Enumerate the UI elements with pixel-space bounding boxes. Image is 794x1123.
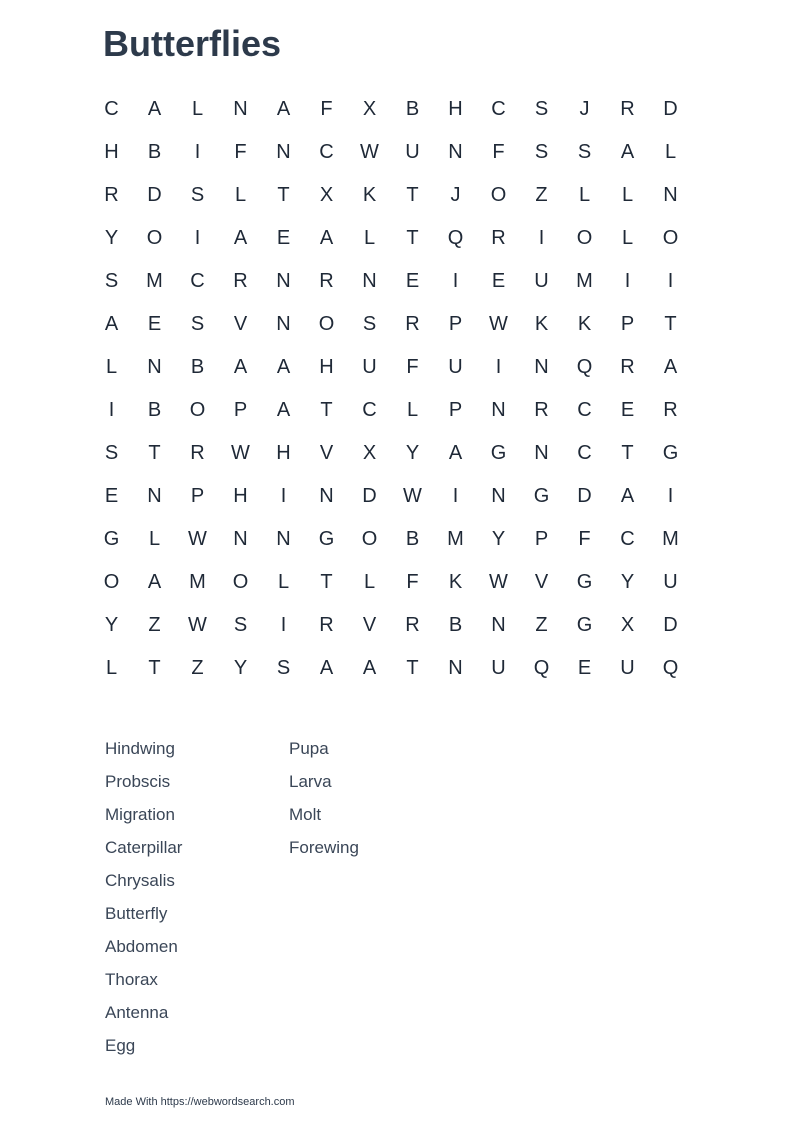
grid-letter: J bbox=[450, 184, 461, 206]
word-list-item: Migration bbox=[105, 805, 175, 824]
grid-letter: T bbox=[664, 313, 677, 335]
grid-letter: L bbox=[105, 356, 118, 378]
word-list-item: Chrysalis bbox=[105, 871, 175, 890]
grid-letter: X bbox=[319, 184, 334, 206]
grid-letter: B bbox=[147, 141, 162, 163]
page-title: Butterflies bbox=[103, 23, 282, 64]
grid-letter: N bbox=[491, 399, 506, 421]
grid-letter: F bbox=[406, 571, 419, 593]
grid-letter: T bbox=[320, 399, 333, 421]
grid-letter: Y bbox=[104, 614, 119, 636]
grid-letter: W bbox=[360, 141, 379, 163]
grid-letter: M bbox=[576, 270, 593, 292]
grid-letter: I bbox=[108, 399, 115, 421]
grid-letter: S bbox=[362, 313, 377, 335]
grid-letter: U bbox=[620, 657, 635, 679]
grid-letter: I bbox=[452, 270, 459, 292]
letter-grid bbox=[90, 88, 692, 690]
grid-letter: N bbox=[147, 485, 162, 507]
grid-letter: P bbox=[190, 485, 205, 507]
grid-letter: U bbox=[405, 141, 420, 163]
grid-letter: M bbox=[189, 571, 206, 593]
grid-letter: A bbox=[319, 657, 334, 679]
grid-letter: W bbox=[489, 571, 508, 593]
grid-letter: A bbox=[276, 98, 291, 120]
grid-letter: Q bbox=[662, 657, 679, 679]
grid-letter: A bbox=[233, 227, 248, 249]
grid-letter: R bbox=[104, 184, 119, 206]
word-list bbox=[105, 734, 473, 1064]
grid-letter: G bbox=[576, 571, 593, 593]
grid-letter: T bbox=[406, 657, 419, 679]
grid-letter: E bbox=[620, 399, 635, 421]
grid-letter: S bbox=[190, 184, 205, 206]
grid-letter: C bbox=[190, 270, 205, 292]
grid-letter: A bbox=[620, 141, 635, 163]
grid-letter: T bbox=[277, 184, 290, 206]
grid-letter: R bbox=[534, 399, 549, 421]
grid-letter: T bbox=[406, 184, 419, 206]
grid-letter: E bbox=[276, 227, 291, 249]
grid-letter: N bbox=[448, 657, 463, 679]
grid-letter: F bbox=[320, 98, 333, 120]
grid-letter: S bbox=[534, 141, 549, 163]
grid-letter: E bbox=[577, 657, 592, 679]
grid-letter: A bbox=[319, 227, 334, 249]
grid-letter: F bbox=[492, 141, 505, 163]
grid-letter: X bbox=[620, 614, 635, 636]
grid-letter: R bbox=[620, 356, 635, 378]
grid-letter: R bbox=[190, 442, 205, 464]
grid-letter: D bbox=[577, 485, 592, 507]
grid-letter: R bbox=[319, 270, 334, 292]
grid-letter: N bbox=[534, 356, 549, 378]
grid-letter: S bbox=[104, 442, 119, 464]
grid-letter: D bbox=[663, 614, 678, 636]
grid-letter: I bbox=[194, 141, 201, 163]
grid-letter: B bbox=[405, 98, 420, 120]
grid-letter: L bbox=[363, 571, 376, 593]
grid-letter: N bbox=[534, 442, 549, 464]
grid-letter: R bbox=[663, 399, 678, 421]
footer-credit: Made With https://webwordsearch.com bbox=[105, 1096, 295, 1108]
grid-letter: Y bbox=[620, 571, 635, 593]
grid-letter: E bbox=[147, 313, 162, 335]
grid-letter: L bbox=[148, 528, 161, 550]
grid-letter: A bbox=[104, 313, 119, 335]
grid-letter: V bbox=[534, 571, 549, 593]
grid-letter: N bbox=[448, 141, 463, 163]
grid-letter: G bbox=[662, 442, 679, 464]
grid-letter: P bbox=[448, 313, 463, 335]
grid-letter: O bbox=[490, 184, 507, 206]
grid-letter: O bbox=[576, 227, 593, 249]
grid-letter: M bbox=[662, 528, 679, 550]
word-list-item: Caterpillar bbox=[105, 838, 183, 857]
grid-letter: A bbox=[620, 485, 635, 507]
grid-letter: L bbox=[621, 227, 634, 249]
grid-letter: H bbox=[104, 141, 119, 163]
grid-letter: K bbox=[448, 571, 463, 593]
grid-letter: K bbox=[362, 184, 377, 206]
grid-letter: I bbox=[667, 270, 674, 292]
grid-letter: Z bbox=[535, 614, 548, 636]
grid-letter: S bbox=[190, 313, 205, 335]
grid-letter: L bbox=[234, 184, 247, 206]
grid-letter: B bbox=[448, 614, 463, 636]
grid-letter: T bbox=[320, 571, 333, 593]
grid-letter: A bbox=[276, 356, 291, 378]
grid-letter: A bbox=[233, 356, 248, 378]
grid-letter: I bbox=[194, 227, 201, 249]
grid-letter: O bbox=[103, 571, 120, 593]
grid-letter: J bbox=[579, 98, 590, 120]
grid-letter: Q bbox=[533, 657, 550, 679]
grid-letter: T bbox=[406, 227, 419, 249]
grid-letter: C bbox=[577, 399, 592, 421]
grid-letter: N bbox=[233, 528, 248, 550]
grid-letter: C bbox=[620, 528, 635, 550]
grid-letter: A bbox=[362, 657, 377, 679]
grid-letter: R bbox=[405, 313, 420, 335]
grid-letter: V bbox=[362, 614, 377, 636]
word-list-item: Egg bbox=[105, 1036, 136, 1055]
grid-letter: R bbox=[319, 614, 334, 636]
grid-letter: N bbox=[147, 356, 162, 378]
grid-letter: H bbox=[233, 485, 248, 507]
word-list-item: Probscis bbox=[105, 772, 171, 791]
grid-letter: B bbox=[147, 399, 162, 421]
grid-letter: R bbox=[620, 98, 635, 120]
grid-letter: A bbox=[147, 98, 162, 120]
grid-letter: U bbox=[448, 356, 463, 378]
grid-letter: V bbox=[233, 313, 248, 335]
word-list-item: Pupa bbox=[289, 739, 329, 758]
grid-letter: Q bbox=[447, 227, 464, 249]
word-list-item: Thorax bbox=[105, 970, 158, 989]
grid-letter: C bbox=[319, 141, 334, 163]
grid-letter: Y bbox=[104, 227, 119, 249]
grid-letter: N bbox=[276, 313, 291, 335]
grid-letter: A bbox=[147, 571, 162, 593]
grid-letter: P bbox=[448, 399, 463, 421]
grid-letter: G bbox=[490, 442, 507, 464]
grid-letter: F bbox=[406, 356, 419, 378]
grid-letter: W bbox=[188, 614, 207, 636]
grid-letter: H bbox=[448, 98, 463, 120]
grid-letter: U bbox=[663, 571, 678, 593]
grid-letter: Y bbox=[233, 657, 248, 679]
grid-letter: G bbox=[103, 528, 120, 550]
word-list-item: Butterfly bbox=[105, 904, 168, 923]
grid-letter: U bbox=[491, 657, 506, 679]
grid-letter: W bbox=[489, 313, 508, 335]
word-list-item: Forewing bbox=[289, 838, 359, 857]
grid-letter: U bbox=[534, 270, 549, 292]
grid-letter: L bbox=[621, 184, 634, 206]
grid-letter: L bbox=[664, 141, 677, 163]
word-list-item: Hindwing bbox=[105, 739, 175, 758]
grid-letter: P bbox=[534, 528, 549, 550]
grid-letter: C bbox=[577, 442, 592, 464]
grid-letter: H bbox=[276, 442, 291, 464]
grid-letter: F bbox=[578, 528, 591, 550]
grid-letter: N bbox=[319, 485, 334, 507]
grid-letter: S bbox=[577, 141, 592, 163]
grid-letter: B bbox=[190, 356, 205, 378]
grid-letter: O bbox=[146, 227, 163, 249]
grid-letter: Y bbox=[491, 528, 506, 550]
grid-letter: N bbox=[276, 270, 291, 292]
grid-letter: T bbox=[621, 442, 634, 464]
grid-letter: M bbox=[447, 528, 464, 550]
grid-letter: L bbox=[191, 98, 204, 120]
grid-letter: D bbox=[147, 184, 162, 206]
grid-letter: S bbox=[233, 614, 248, 636]
word-list-item: Larva bbox=[289, 772, 332, 791]
grid-letter: T bbox=[148, 657, 161, 679]
grid-letter: L bbox=[406, 399, 419, 421]
grid-letter: L bbox=[105, 657, 118, 679]
grid-letter: N bbox=[663, 184, 678, 206]
grid-letter: H bbox=[319, 356, 334, 378]
grid-letter: M bbox=[146, 270, 163, 292]
grid-letter: S bbox=[276, 657, 291, 679]
grid-letter: U bbox=[362, 356, 377, 378]
grid-letter: N bbox=[491, 614, 506, 636]
grid-letter: W bbox=[188, 528, 207, 550]
grid-letter: D bbox=[362, 485, 377, 507]
grid-letter: N bbox=[362, 270, 377, 292]
grid-letter: I bbox=[538, 227, 545, 249]
grid-letter: O bbox=[361, 528, 378, 550]
grid-letter: C bbox=[362, 399, 377, 421]
grid-letter: B bbox=[405, 528, 420, 550]
grid-letter: Z bbox=[535, 184, 548, 206]
grid-letter: L bbox=[578, 184, 591, 206]
word-list-item: Abdomen bbox=[105, 937, 178, 956]
grid-letter: V bbox=[319, 442, 334, 464]
grid-letter: C bbox=[491, 98, 506, 120]
grid-letter: A bbox=[276, 399, 291, 421]
grid-letter: O bbox=[189, 399, 206, 421]
grid-letter: K bbox=[577, 313, 592, 335]
grid-letter: R bbox=[405, 614, 420, 636]
grid-letter: X bbox=[362, 98, 377, 120]
grid-letter: E bbox=[104, 485, 119, 507]
grid-letter: N bbox=[276, 141, 291, 163]
grid-letter: S bbox=[104, 270, 119, 292]
grid-letter: I bbox=[624, 270, 631, 292]
grid-letter: I bbox=[280, 485, 287, 507]
grid-letter: E bbox=[491, 270, 506, 292]
grid-letter: N bbox=[233, 98, 248, 120]
grid-letter: T bbox=[148, 442, 161, 464]
grid-letter: E bbox=[405, 270, 420, 292]
grid-letter: I bbox=[280, 614, 287, 636]
grid-letter: I bbox=[495, 356, 502, 378]
grid-letter: R bbox=[233, 270, 248, 292]
grid-letter: O bbox=[232, 571, 249, 593]
grid-letter: I bbox=[667, 485, 674, 507]
word-list-item: Molt bbox=[289, 805, 322, 824]
grid-letter: K bbox=[534, 313, 549, 335]
grid-letter: P bbox=[620, 313, 635, 335]
grid-letter: P bbox=[233, 399, 248, 421]
grid-letter: A bbox=[663, 356, 678, 378]
grid-letter: O bbox=[662, 227, 679, 249]
grid-letter: C bbox=[104, 98, 119, 120]
grid-letter: L bbox=[363, 227, 376, 249]
grid-letter: Z bbox=[148, 614, 161, 636]
grid-letter: Z bbox=[191, 657, 204, 679]
grid-letter: N bbox=[276, 528, 291, 550]
grid-letter: W bbox=[231, 442, 250, 464]
grid-letter: G bbox=[533, 485, 550, 507]
grid-letter: Q bbox=[576, 356, 593, 378]
grid-letter: I bbox=[452, 485, 459, 507]
grid-letter: F bbox=[234, 141, 247, 163]
grid-letter: A bbox=[448, 442, 463, 464]
grid-letter: N bbox=[491, 485, 506, 507]
grid-letter: W bbox=[403, 485, 422, 507]
grid-letter: X bbox=[362, 442, 377, 464]
grid-letter: G bbox=[576, 614, 593, 636]
grid-letter: R bbox=[491, 227, 506, 249]
grid-letter: O bbox=[318, 313, 335, 335]
grid-letter: Y bbox=[405, 442, 420, 464]
grid-letter: D bbox=[663, 98, 678, 120]
grid-letter: G bbox=[318, 528, 335, 550]
grid-letter: S bbox=[534, 98, 549, 120]
grid-letter: L bbox=[277, 571, 290, 593]
word-list-item: Antenna bbox=[105, 1003, 169, 1022]
